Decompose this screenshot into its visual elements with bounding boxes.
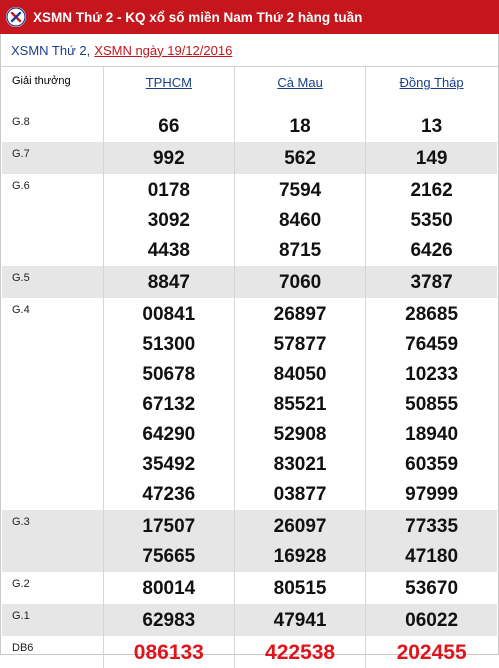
prize-cell [366,572,497,604]
winning-number: 80515 [273,578,327,599]
table-row [2,636,497,668]
winning-number: 47180 [405,546,459,567]
page-header [0,0,499,34]
prize-label: G.6 [2,174,103,266]
prize-cell [234,636,365,668]
breadcrumb-link-xsmn-thu-2[interactable]: XSMN Thứ 2 [11,42,87,58]
winning-number: 50678 [142,364,196,385]
breadcrumb [0,34,499,67]
prize-cell [366,510,497,572]
table-row [2,110,497,142]
winning-number: 64290 [142,424,196,445]
prize-label: G.8 [2,110,103,142]
prize-cell [103,174,234,266]
column-header-prize: Giải thưởng [2,67,103,110]
table-row [2,572,497,604]
winning-number: 85521 [273,394,327,415]
prize-cell [366,174,497,266]
column-header-tphcm [103,67,234,110]
winning-number: 35492 [142,454,196,475]
results-table [2,67,497,668]
prize-cell [234,298,365,510]
winning-number: 00841 [142,304,196,325]
prize-cell [366,142,497,174]
province-link-ca-mau[interactable]: Cà Mau [277,75,323,90]
winning-number: 28685 [405,304,459,325]
winning-number: 16928 [273,546,327,567]
winning-number: 66 [158,116,180,137]
winning-number: 77335 [405,516,459,537]
winning-number: 62983 [142,610,196,631]
lottery-ball-x-icon [6,7,26,27]
table-header-row [2,67,497,110]
table-row [2,604,497,636]
page-title: XSMN Thứ 2 - KQ xổ số miền Nam Thứ 2 hàng tuần [33,9,363,25]
winning-number: 6426 [410,240,453,261]
prize-label: G.4 [2,298,103,510]
table-row [2,298,497,510]
prize-cell [103,572,234,604]
winning-number: 3787 [410,272,453,293]
prize-cell [366,266,497,298]
winning-number: 52908 [273,424,327,445]
winning-number: 76459 [405,334,459,355]
prize-cell [103,636,234,668]
prize-cell [103,510,234,572]
table-row [2,174,497,266]
prize-cell [234,604,365,636]
winning-number: 10233 [405,364,459,385]
winning-number: 03877 [273,484,327,505]
breadcrumb-separator: , [86,42,91,58]
winning-number: 13 [421,116,443,137]
province-link-dong-thap[interactable]: Đồng Tháp [399,75,464,90]
province-link-tphcm[interactable]: TPHCM [145,75,192,90]
winning-number: 18940 [405,424,459,445]
prize-cell [366,636,497,668]
winning-number: 60359 [405,454,459,475]
winning-number: 50855 [405,394,459,415]
prize-cell [234,174,365,266]
winning-number: 51300 [142,334,196,355]
winning-number: 80014 [142,578,196,599]
prize-cell [366,298,497,510]
winning-number: 8847 [147,272,190,293]
winning-number: 18 [289,116,311,137]
winning-number: 84050 [273,364,327,385]
winning-number: 3092 [147,210,190,231]
winning-number: 562 [284,148,316,169]
prize-label: G.2 [2,572,103,604]
jackpot-number: 422538 [265,641,336,664]
prize-cell [103,604,234,636]
prize-cell [234,510,365,572]
winning-number: 83021 [273,454,327,475]
winning-number: 26897 [273,304,327,325]
winning-number: 7060 [278,272,322,293]
prize-cell [103,142,234,174]
prize-label: G.7 [2,142,103,174]
prize-label: DB6 [2,636,103,668]
table-row [2,266,497,298]
prize-cell [366,604,497,636]
winning-number: 8460 [278,210,322,231]
jackpot-number: 202455 [396,641,467,664]
jackpot-number: 086133 [133,641,204,664]
winning-number: 8715 [278,240,322,261]
prize-cell [234,572,365,604]
winning-number: 47941 [273,610,327,631]
winning-number: 992 [152,148,185,169]
winning-number: 47236 [142,484,196,505]
winning-number: 75665 [142,546,196,567]
winning-number: 149 [415,148,448,169]
prize-cell [366,110,497,142]
prize-cell [234,142,365,174]
prize-label: G.3 [2,510,103,572]
winning-number: 17507 [142,516,196,537]
column-header-dong-thap [366,67,497,110]
winning-number: 67132 [142,394,196,415]
winning-number: 7594 [278,180,322,201]
breadcrumb-link-date[interactable]: XSMN ngày 19/12/2016 [94,42,233,58]
column-header-ca-mau [234,67,365,110]
prize-cell [103,110,234,142]
prize-cell [103,266,234,298]
prize-label: G.5 [2,266,103,298]
winning-number: 26097 [273,516,327,537]
winning-number: 0178 [147,180,190,201]
table-row [2,142,497,174]
winning-number: 2162 [410,180,453,201]
winning-number: 53670 [405,578,459,599]
table-row [2,510,497,572]
winning-number: 5350 [410,210,453,231]
winning-number: 4438 [147,240,190,261]
winning-number: 57877 [273,334,327,355]
prize-label: G.1 [2,604,103,636]
winning-number: 97999 [405,484,459,505]
prize-cell [234,110,365,142]
prize-cell [234,266,365,298]
prize-cell [103,298,234,510]
winning-number: 06022 [405,610,459,631]
